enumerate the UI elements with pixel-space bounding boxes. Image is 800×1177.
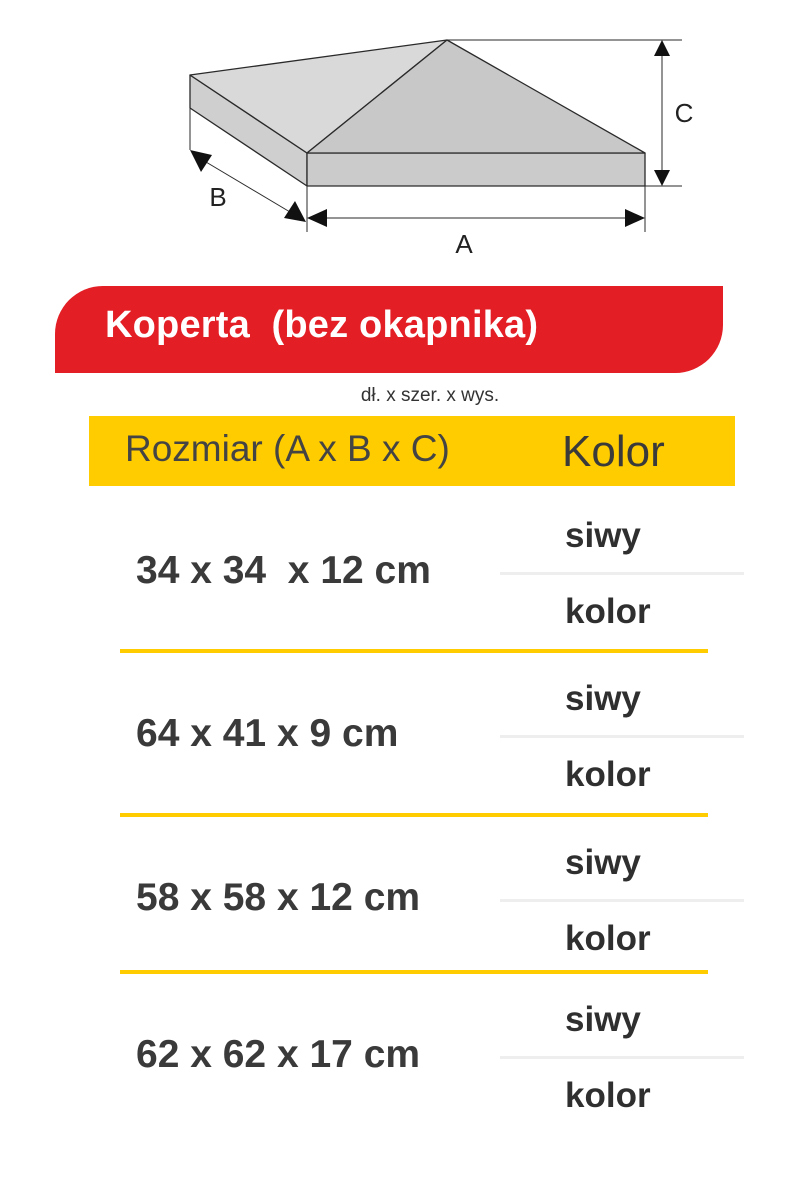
row-divider xyxy=(120,813,708,817)
table-row xyxy=(0,829,800,989)
header-size-label: Rozmiar (A x B x C) xyxy=(125,428,450,469)
table-header xyxy=(89,416,735,486)
row-size: 64 x 41 x 9 cm xyxy=(136,712,399,755)
table-row xyxy=(0,986,800,1146)
row-size: 62 x 62 x 17 cm xyxy=(136,1033,421,1076)
dimension-label-b: B xyxy=(209,182,227,212)
dimension-order-note: dł. x szer. x wys. xyxy=(360,385,500,406)
row-size: 58 x 58 x 12 cm xyxy=(136,876,421,919)
header-color-label: Kolor xyxy=(562,427,665,476)
option-divider xyxy=(500,899,744,902)
row-option-gray: siwy xyxy=(565,843,641,882)
coping-stone-shape xyxy=(190,40,645,186)
product-title-banner xyxy=(55,286,723,373)
option-divider xyxy=(500,1056,744,1059)
row-option-gray: siwy xyxy=(565,1000,641,1039)
option-divider xyxy=(500,735,744,738)
dimension-label-a: A xyxy=(455,229,473,259)
product-title: Koperta (bez okapnika) xyxy=(105,304,539,346)
row-divider xyxy=(120,649,708,653)
row-option-color: kolor xyxy=(565,1076,651,1115)
table-row xyxy=(0,665,800,825)
row-divider xyxy=(120,970,708,974)
table-row xyxy=(0,502,800,662)
row-option-color: kolor xyxy=(565,592,651,631)
product-dimension-diagram xyxy=(0,0,800,270)
option-divider xyxy=(500,572,744,575)
row-option-color: kolor xyxy=(565,755,651,794)
row-option-gray: siwy xyxy=(565,516,641,555)
row-size: 34 x 34 x 12 cm xyxy=(136,549,431,592)
row-option-color: kolor xyxy=(565,919,651,958)
row-option-gray: siwy xyxy=(565,679,641,718)
dimension-label-c: C xyxy=(674,98,694,128)
